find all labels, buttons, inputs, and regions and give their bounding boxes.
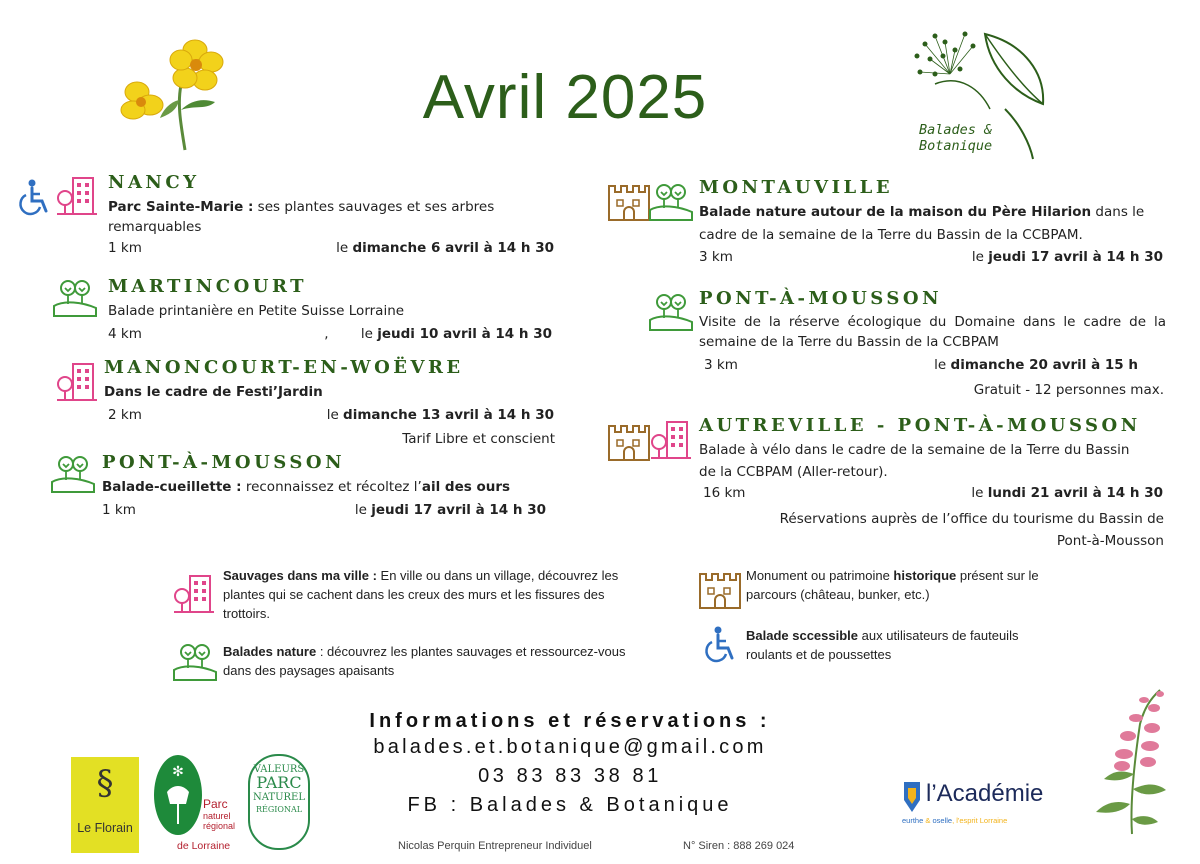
event-manoncourt-distance: 2 km xyxy=(108,407,142,423)
event-autreville-note: Réservations auprès de l’office du tourisme du Bassin de Pont-à-Mousson xyxy=(779,511,1164,549)
event-montauville-desc: Balade nature autour de la maison du Père Hilarion dans le cadre de la semaine de la Terre du Bassin de la CCBPAM. xyxy=(699,204,1145,243)
event-pam1-desc: Balade-cueillette : reconnaissez et récoltez l’ail des ours xyxy=(102,479,511,495)
legend-castle: Monument ou patrimoine historique présent sur le parcours (château, bunker, etc.) xyxy=(746,568,1039,602)
event-martincourt-date: le jeudi 10 avril à 14 h 30 xyxy=(360,326,552,342)
event-autreville-title: AUTREVILLE - PONT-À-MOUSSON xyxy=(699,415,1141,436)
nature-icon xyxy=(52,276,98,318)
nature-icon xyxy=(648,180,694,222)
event-manoncourt-info xyxy=(108,407,554,423)
castle-icon xyxy=(698,568,742,610)
event-pam1-date: le jeudi 17 avril à 14 h 30 xyxy=(354,502,546,518)
event-pam1-title: PONT-À-MOUSSON xyxy=(102,452,346,473)
legend-city: Sauvages dans ma ville : En ville ou dans un village, découvrez les plantes qui se cachent dans les creux des murs et les fissures des trottoirs. xyxy=(223,568,619,621)
event-autreville-distance: 16 km xyxy=(703,485,746,501)
event-pam2-info xyxy=(704,357,1138,373)
event-montauville-title: MONTAUVILLE xyxy=(699,177,894,198)
event-autreville-desc: Balade à vélo dans le cadre de la semaine de la Terre du Bassin de la CCBPAM (Aller-retour). xyxy=(699,442,1130,480)
event-autreville-date: le lundi 21 avril à 14 h 30 xyxy=(971,485,1163,501)
city-icon xyxy=(55,174,99,218)
nature-icon xyxy=(50,452,96,494)
castle-icon xyxy=(607,420,651,462)
contact-phone[interactable]: 03 83 83 38 81 xyxy=(478,765,662,787)
legend-accessible: Balade sccessible aux utilisateurs de fauteuils roulants et de poussettes xyxy=(746,628,1019,662)
academie-logo: l’Académie eurthe & oselle, l'esprit Lorraine xyxy=(902,780,1044,825)
balades-botanique-logo xyxy=(905,14,1055,162)
contact-heading: Informations et réservations : xyxy=(369,710,771,732)
footer-owner: Nicolas Perquin Entrepreneur Individuel xyxy=(398,840,592,852)
city-icon xyxy=(649,418,693,462)
le-florain-logo xyxy=(71,757,139,853)
city-icon xyxy=(172,572,216,616)
valeurs-parc-logo: VALEURS PARC NATUREL RÉGIONAL xyxy=(248,754,310,850)
event-autreville-info xyxy=(703,485,1163,501)
castle-icon xyxy=(607,180,651,222)
event-nancy-distance: 1 km xyxy=(108,240,142,256)
event-martincourt-separator: , xyxy=(324,326,329,342)
event-nancy-info xyxy=(108,240,554,256)
wheelchair-icon xyxy=(14,177,54,217)
event-montauville-date: le jeudi 17 avril à 14 h 30 xyxy=(971,249,1163,265)
event-martincourt-distance: 4 km xyxy=(108,326,142,342)
parc-lorraine-logo: ✻ Parc naturel régional de Lorraine xyxy=(153,754,233,854)
event-martincourt-info xyxy=(108,326,552,342)
event-nancy-desc xyxy=(108,197,538,237)
event-manoncourt-title: MANONCOURT-EN-WOËVRE xyxy=(104,357,464,378)
footer-siren: N° Siren : 888 269 024 xyxy=(683,840,795,852)
logo-text-line-1: Balades & xyxy=(919,122,993,138)
contact-facebook[interactable]: FB : Balades & Botanique xyxy=(407,794,733,816)
event-martincourt-title: MARTINCOURT xyxy=(108,276,308,297)
parc-thistle-icon xyxy=(153,754,203,836)
event-nancy-desc-text: ses plantes sauvages et ses arbres remarquables xyxy=(108,199,495,235)
event-manoncourt-date: le dimanche 13 avril à 14 h 30 xyxy=(326,407,554,423)
event-pam2-title: PONT-À-MOUSSON xyxy=(699,288,943,309)
city-icon xyxy=(55,360,99,404)
nature-icon xyxy=(648,290,694,332)
wheelchair-icon xyxy=(700,624,740,664)
event-pam1-distance: 1 km xyxy=(102,502,136,518)
event-nancy-date: le dimanche 6 avril à 14 h 30 xyxy=(336,240,554,256)
event-montauville-distance: 3 km xyxy=(699,249,733,265)
legend-nature: Balades nature : découvrez les plantes sauvages et ressourcez-vous dans des paysages apaisants xyxy=(223,644,626,678)
svg-text:✻: ✻ xyxy=(172,764,184,780)
event-martincourt-desc: Balade printanière en Petite Suisse Lorraine xyxy=(108,303,405,319)
event-nancy-desc-bold: Parc Sainte-Marie : xyxy=(108,199,254,215)
florain-mark: § xyxy=(96,763,114,803)
florain-label: Le Florain xyxy=(77,821,133,835)
event-nancy-title: NANCY xyxy=(108,172,200,193)
page-title: Avril 2025 xyxy=(422,63,708,132)
contact-email[interactable]: balades.et.botanique@gmail.com xyxy=(373,736,767,758)
event-pam2-date: le dimanche 20 avril à 15 h xyxy=(934,357,1138,373)
event-manoncourt-note: Tarif Libre et conscient xyxy=(402,431,555,447)
event-montauville-info xyxy=(699,249,1163,265)
nature-icon xyxy=(172,640,218,682)
event-pam2-desc: Visite de la réserve écologique du Domaine dans le cadre de la semaine de la Terre du Bassin de la CCBPAM xyxy=(699,314,1166,350)
event-pam2-note: Gratuit - 12 personnes max. xyxy=(973,382,1164,398)
event-pam2-distance: 3 km xyxy=(704,357,738,373)
academie-emblem-icon xyxy=(902,782,922,812)
event-manoncourt-desc: Dans le cadre de Festi’Jardin xyxy=(104,384,323,400)
logo-text-line-2: Botanique xyxy=(919,138,993,154)
event-pam1-info xyxy=(102,502,546,518)
pink-flower-illustration xyxy=(1090,684,1170,839)
